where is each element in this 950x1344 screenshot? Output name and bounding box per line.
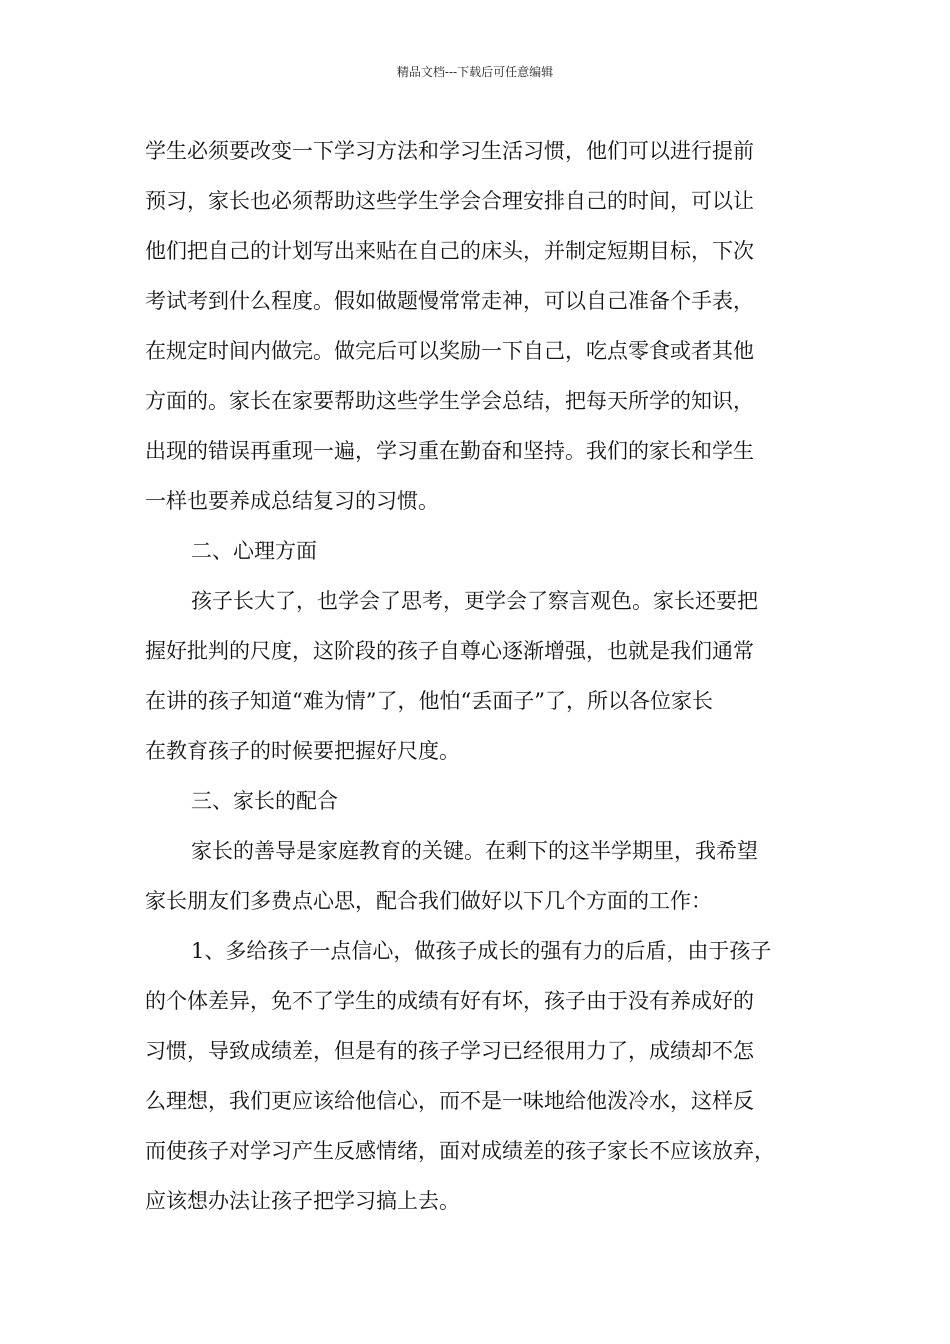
text-line: 家长的善导是家庭教育的关键。在剩下的这半学期里，我希望 [191, 839, 758, 863]
section-heading-parent-cooperation [145, 776, 825, 826]
paragraph-psychology [145, 576, 825, 776]
paragraph-parent-guidance [145, 826, 825, 926]
text-line: 考试考到什么程度。假如做题慢常常走神，可以自己准备个手表， [145, 289, 754, 313]
text-line: 出现的错误再重现一遍，学习重在勤奋和坚持。我们的家长和学生 [145, 439, 754, 463]
document-body [145, 126, 825, 1226]
section-heading: 三、家长的配合 [191, 789, 338, 813]
section-heading-psychology [145, 526, 825, 576]
text-line: 在讲的孩子知道“难为情”了，他怕“丢面子”了，所以各位家长 [145, 689, 713, 713]
text-line: 在规定时间内做完。做完后可以奖励一下自己，吃点零食或者其他 [145, 339, 754, 363]
paragraph-study-habits [145, 126, 825, 526]
paragraph-confidence [145, 926, 825, 1226]
text-line: 家长朋友们多费点心思，配合我们做好以下几个方面的工作： [145, 889, 712, 913]
page-header: 精品文档---下载后可任意编辑 [396, 65, 554, 79]
text-line: 么理想，我们更应该给他信心，而不是一味地给他泼冷水，这样反 [145, 1089, 754, 1113]
text-line: 方面的。家长在家要帮助这些学生学会总结，把每天所学的知识， [145, 389, 754, 413]
text-line: 应该想办法让孩子把学习搞上去。 [145, 1189, 460, 1213]
text-line: 孩子长大了，也学会了思考，更学会了察言观色。家长还要把 [191, 589, 758, 613]
text-line: 握好批判的尺度，这阶段的孩子自尊心逐渐增强，也就是我们通常 [145, 639, 754, 663]
text-line: 的个体差异，免不了学生的成绩有好有坏，孩子由于没有养成好的 [145, 989, 754, 1013]
text-line: 在教育孩子的时候要把握好尺度。 [145, 739, 460, 763]
section-heading: 二、心理方面 [191, 539, 317, 563]
text-line: 学生必须要改变一下学习方法和学习生活习惯，他们可以进行提前 [145, 139, 754, 163]
text-line: 1、多给孩子一点信心，做孩子成长的强有力的后盾，由于孩子 [191, 939, 772, 963]
text-line: 习惯，导致成绩差，但是有的孩子学习已经很用力了，成绩却不怎 [145, 1039, 754, 1063]
text-line: 一样也要养成总结复习的习惯。 [145, 489, 439, 513]
text-line: 而使孩子对学习产生反感情绪，面对成绩差的孩子家长不应该放弃， [145, 1139, 775, 1163]
text-line: 预习，家长也必须帮助这些学生学会合理安排自己的时间，可以让 [145, 189, 754, 213]
text-line: 他们把自己的计划写出来贴在自己的床头，并制定短期目标，下次 [145, 239, 754, 263]
